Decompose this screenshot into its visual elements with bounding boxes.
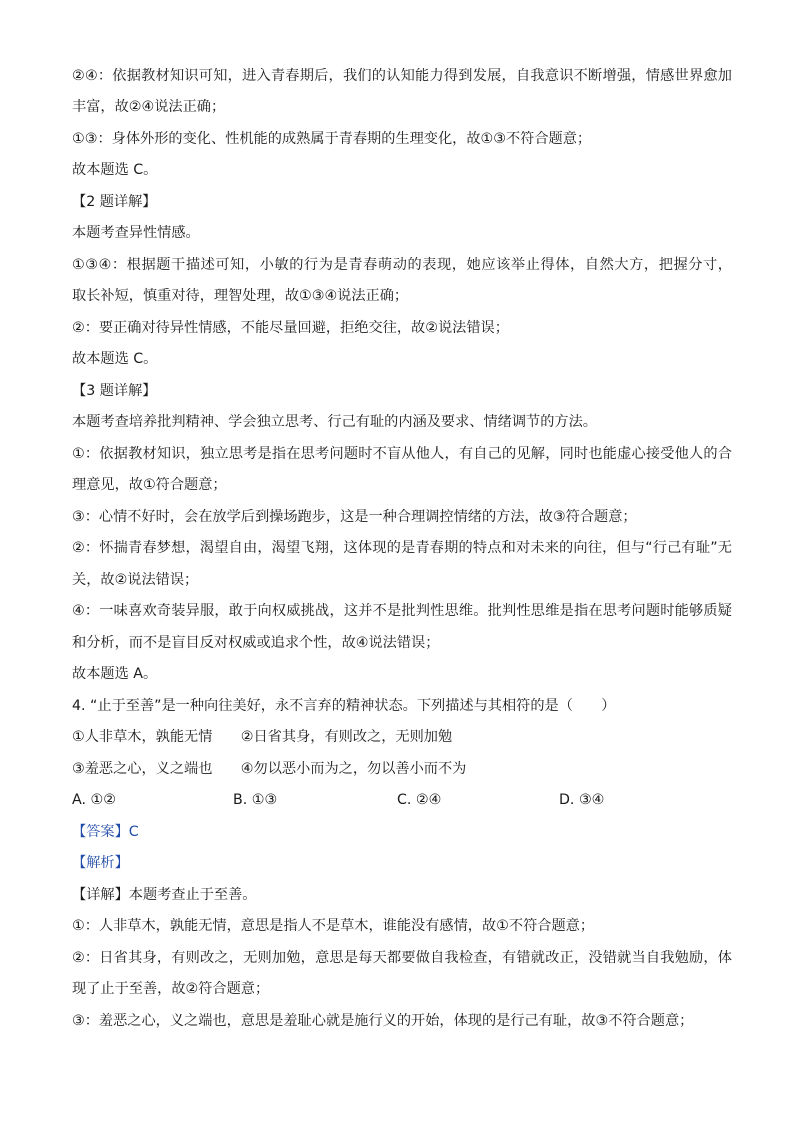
choice-c: C. ②④ xyxy=(397,792,442,808)
section-heading: 【2 题详解】 xyxy=(72,194,157,210)
question-item: ③羞恶之心，义之端也 ④勿以恶小而为之，勿以善小而不为 xyxy=(72,761,467,777)
section-heading: 【3 题详解】 xyxy=(72,383,157,399)
text-line: ①③：身体外形的变化、性机能的成熟属于青春期的生理变化，故①③不符合题意； xyxy=(72,131,592,147)
text-line: ②：怀揣青春梦想，渴望自由，渴望飞翔，这体现的是青春期的特点和对未来的向往，但与“行己有耻”无 xyxy=(72,540,732,556)
text-line: 故本题选 C。 xyxy=(72,351,158,367)
choice-d: D. ③④ xyxy=(559,792,605,808)
text-line: 关，故②说法错误； xyxy=(72,572,199,588)
question-stem: 4. “止于至善”是一种向往美好，永不言弃的精神状态。下列描述与其相符的是（ ） xyxy=(72,698,616,714)
text-line: ①③④：根据题干描述可知，小敏的行为是青春萌动的表现，她应该举止得体，自然大方，把握分寸， xyxy=(72,257,732,273)
analysis-label: 【解析】 xyxy=(72,855,129,871)
choice-row xyxy=(72,790,732,810)
text-line: 丰富，故②④说法正确； xyxy=(72,99,226,115)
text-line: ①：依据教材知识，独立思考是指在思考问题时不盲从他人，有自己的见解，同时也能虚心接受他人的合 xyxy=(72,446,732,462)
text-line: ②：要正确对待异性情感，不能尽量回避，拒绝交往，故②说法错误； xyxy=(72,320,509,336)
text-line: ③：心情不好时，会在放学后到操场跑步，这是一种合理调控情绪的方法，故③符合题意； xyxy=(72,509,637,525)
text-line: ②④：依据教材知识可知，进入青春期后，我们的认知能力得到发展，自我意识不断增强，情感世界愈加 xyxy=(72,68,732,84)
answer-label: 【答案】C xyxy=(72,824,139,840)
question-item: ①人非草木，孰能无情 ②日省其身，有则改之，无则加勉 xyxy=(72,729,453,745)
text-line: ②：日省其身，有则改之，无则加勉，意思是每天都要做自我检查，有错就改正，没错就当自我勉励，体 xyxy=(72,950,732,966)
text-line: ④：一味喜欢奇装异服，敢于向权威挑战，这并不是批判性思维。批判性思维是指在思考问题时能够质疑 xyxy=(72,603,732,619)
text-line: 现了止于至善，故②符合题意； xyxy=(72,981,270,997)
text-line: 理意见，故①符合题意； xyxy=(72,477,227,493)
text-line: 故本题选 A。 xyxy=(72,666,158,682)
text-line: 本题考查异性情感。 xyxy=(72,225,200,241)
text-line: 和分析，而不是盲目反对权威或追求个性，故④说法错误； xyxy=(72,635,440,651)
choice-a: A. ①② xyxy=(72,792,116,808)
text-line: ①：人非草木，孰能无情，意思是指人不是草木，谁能没有感情，故①不符合题意； xyxy=(72,918,595,934)
text-line: 本题考查培养批判精神、学会独立思考、行己有耻的内涵及要求、情绪调节的方法。 xyxy=(72,414,597,430)
choice-b: B. ①③ xyxy=(233,792,278,808)
text-line: 【详解】本题考查止于至善。 xyxy=(72,887,257,903)
text-line: ③：羞恶之心，义之端也，意思是羞耻心就是施行义的开始，体现的是行己有耻，故③不符合题意； xyxy=(72,1013,694,1029)
text-line: 取长补短，慎重对待，理智处理，故①③④说法正确； xyxy=(72,288,409,304)
text-line: 故本题选 C。 xyxy=(72,162,158,178)
